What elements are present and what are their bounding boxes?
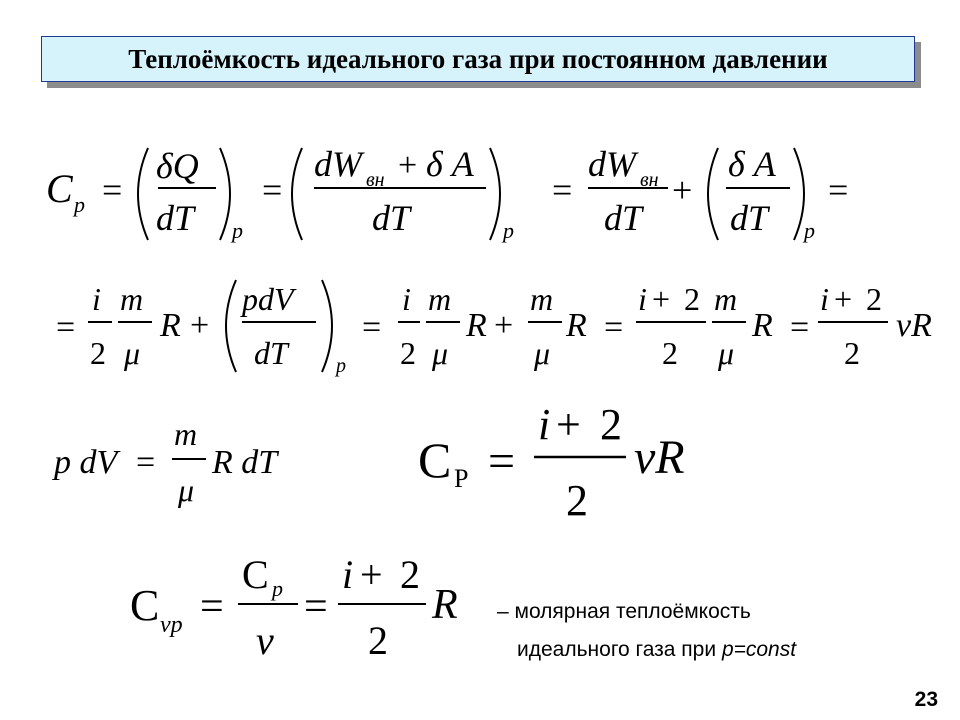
svg-text:i: i xyxy=(402,281,411,317)
svg-text:2: 2 xyxy=(400,552,420,597)
svg-text:2: 2 xyxy=(600,400,622,449)
svg-text:i: i xyxy=(638,281,647,317)
svg-text:=: = xyxy=(56,309,76,346)
svg-text:m: m xyxy=(120,281,144,317)
svg-text:μ: μ xyxy=(178,472,195,508)
svg-text:p: p xyxy=(336,355,346,377)
svg-text:μ: μ xyxy=(124,335,141,371)
caption-line-1: – молярная теплоёмкость xyxy=(497,600,751,623)
svg-text:=: = xyxy=(828,170,849,210)
svg-text:R: R xyxy=(432,582,458,628)
title-banner xyxy=(41,36,915,82)
svg-text:p: p xyxy=(74,192,85,217)
svg-text:=: = xyxy=(304,584,328,630)
svg-text:p dV: p dV xyxy=(54,444,118,481)
svg-text:ν: ν xyxy=(256,618,274,663)
svg-text:p: p xyxy=(232,218,243,243)
svg-text:2: 2 xyxy=(566,476,588,525)
slide-title: Теплоёмкость идеального газа при постоянном давлении xyxy=(128,43,828,74)
svg-text:p: p xyxy=(503,218,514,243)
svg-text:R: R xyxy=(160,307,181,344)
svg-text:R: R xyxy=(752,307,773,344)
svg-text:P: P xyxy=(454,464,469,493)
svg-text:pdV: pdV xyxy=(242,281,294,317)
svg-text:i: i xyxy=(820,281,829,317)
caption-line-2 xyxy=(497,631,796,669)
svg-text:2: 2 xyxy=(866,281,882,317)
svg-text:μ: μ xyxy=(718,335,735,371)
svg-text:dT: dT xyxy=(156,198,195,238)
svg-text:=: = xyxy=(102,170,123,210)
caption-line-2-text: идеального газа при xyxy=(517,638,722,661)
svg-text:p: p xyxy=(272,576,283,601)
svg-text:νp: νp xyxy=(160,612,183,638)
svg-text:2: 2 xyxy=(90,335,106,371)
svg-text:=: = xyxy=(136,444,156,481)
svg-text:=: = xyxy=(262,170,283,210)
formula-row3-left xyxy=(0,405,340,520)
svg-text:δQ: δQ xyxy=(156,146,199,186)
formula-cp-main xyxy=(410,395,710,530)
svg-text:=: = xyxy=(488,435,516,488)
svg-text:вн: вн xyxy=(366,169,385,191)
svg-text:i: i xyxy=(538,400,551,449)
svg-text:=: = xyxy=(200,584,224,630)
svg-text:2: 2 xyxy=(368,618,388,663)
svg-text:dT: dT xyxy=(730,198,769,238)
svg-text:R: R xyxy=(466,307,487,344)
svg-text:C: C xyxy=(46,166,73,211)
svg-text:2: 2 xyxy=(662,335,678,371)
formula-row2 xyxy=(0,268,960,383)
svg-text:+: + xyxy=(556,400,581,449)
svg-text:+: + xyxy=(360,552,383,597)
svg-text:m: m xyxy=(174,416,198,452)
caption-condition: p=const xyxy=(721,638,797,661)
svg-text:=: = xyxy=(790,309,810,346)
svg-text:dW: dW xyxy=(588,144,636,184)
svg-text:2: 2 xyxy=(844,335,860,371)
svg-text:dT: dT xyxy=(604,198,643,238)
molar-heat-caption xyxy=(497,593,796,669)
formula-row1 xyxy=(0,130,960,250)
svg-text:dT: dT xyxy=(372,198,411,238)
svg-text:+: + xyxy=(398,147,418,184)
svg-text:2: 2 xyxy=(684,281,700,317)
svg-text:p: p xyxy=(804,218,815,243)
svg-text:+: + xyxy=(672,170,693,210)
svg-text:μ: μ xyxy=(534,335,551,371)
svg-text:m: m xyxy=(428,281,452,317)
svg-text:δ A: δ A xyxy=(728,144,776,184)
svg-text:2: 2 xyxy=(400,335,416,371)
svg-text:R dT: R dT xyxy=(212,444,278,481)
svg-text:m: m xyxy=(714,281,738,317)
svg-text:вн: вн xyxy=(640,169,659,191)
svg-text:+: + xyxy=(190,307,210,344)
page-number: 23 xyxy=(914,688,938,711)
svg-text:=: = xyxy=(552,170,573,210)
svg-text:νR: νR xyxy=(896,307,932,344)
svg-text:+: + xyxy=(652,281,671,317)
svg-text:+: + xyxy=(494,307,514,344)
svg-text:νR: νR xyxy=(634,431,685,484)
svg-text:+: + xyxy=(834,281,853,317)
svg-text:i: i xyxy=(342,552,354,597)
svg-text:C: C xyxy=(418,432,452,488)
svg-text:R: R xyxy=(566,307,587,344)
svg-text:=: = xyxy=(362,309,382,346)
svg-text:=: = xyxy=(604,309,624,346)
svg-text:dW: dW xyxy=(314,144,362,184)
svg-text:m: m xyxy=(530,281,554,317)
svg-text:δ A: δ A xyxy=(426,144,474,184)
svg-text:C: C xyxy=(242,552,269,597)
svg-text:i: i xyxy=(92,281,101,317)
svg-text:μ: μ xyxy=(432,335,449,371)
formula-row4 xyxy=(120,548,480,673)
svg-text:dT: dT xyxy=(254,335,288,371)
svg-text:C: C xyxy=(130,581,160,630)
